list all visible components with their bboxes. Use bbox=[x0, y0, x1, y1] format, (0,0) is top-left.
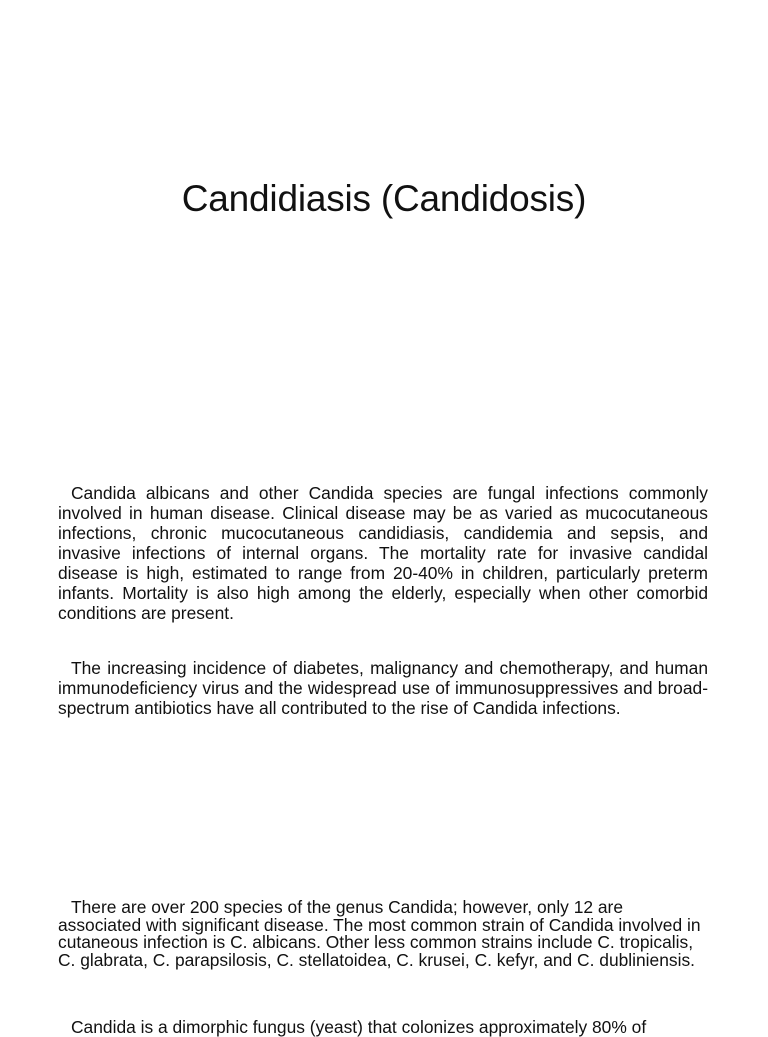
page-title: Candidiasis (Candidosis) bbox=[181, 178, 587, 219]
paragraph-species: There are over 200 species of the genus Candida; however, only 12 are associated with significant disease. The most common strain of Candida involved in cutaneous infection is C. albicans. Other less common strains include C. tropicalis, C. glabrata, C. parapsilosis, C. stellatoidea, C. krusei, C. kefyr, and C. dubliniensis. bbox=[58, 897, 701, 970]
paragraph-cut-off: Candida is a dimorphic fungus (yeast) that colonizes approximately 80% of bbox=[71, 1017, 647, 1037]
paragraph-risk-factors: The increasing incidence of diabetes, malignancy and chemotherapy, and human immunodeficiency virus and the widespread use of immunosuppressives and broad-spectrum antibiotics have all contributed to the rise of Candida infections. bbox=[58, 658, 708, 718]
paragraph-intro: Candida albicans and other Candida species are fungal infections commonly involved in human disease. Clinical disease may be as varied as mucocutaneous infections, chronic mucocutaneous candidiasis, candidemia and sepsis, and invasive infections of internal organs. The mortality rate for invasive candidal disease is high, estimated to range from 20-40% in children, particularly preterm infants. Mortality is also high among the elderly, especially when other comorbid conditions are present. bbox=[58, 483, 708, 623]
